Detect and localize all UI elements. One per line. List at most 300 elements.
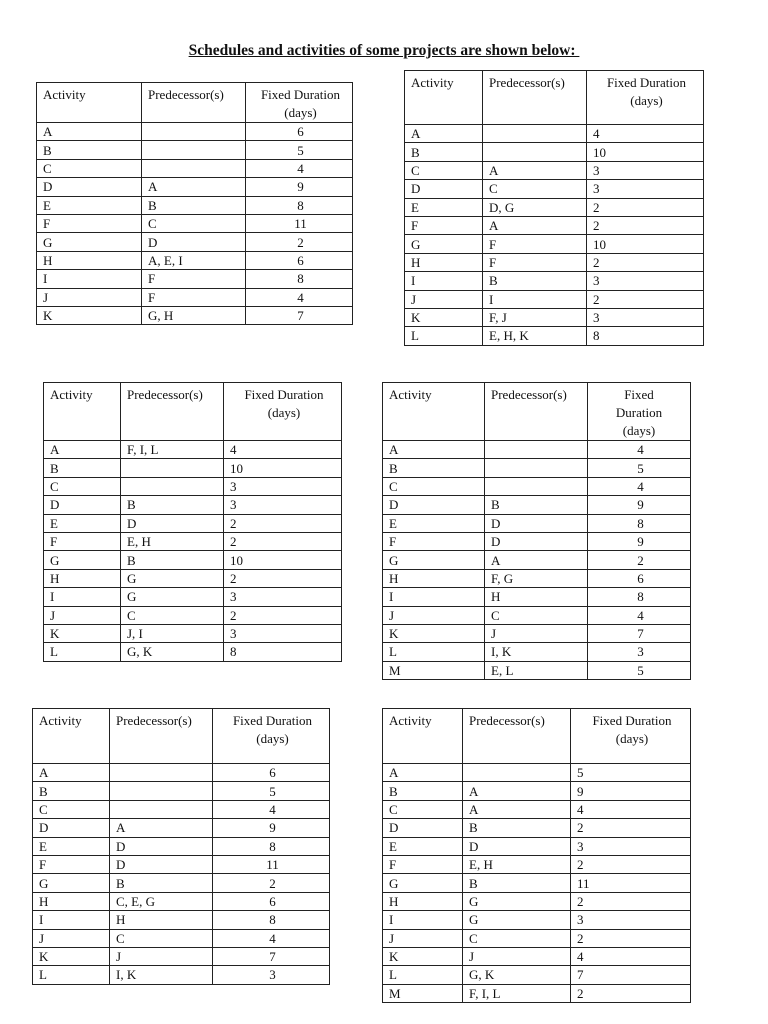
activity-cell: D: [37, 178, 142, 196]
predecessor-cell: [483, 125, 587, 143]
activity-cell: K: [405, 308, 483, 326]
duration-cell: 11: [246, 214, 353, 232]
duration-cell: 8: [246, 270, 353, 288]
table-row: [37, 288, 353, 306]
activity-cell: E: [33, 837, 110, 855]
activity-header: Activity: [405, 71, 483, 125]
predecessor-cell: J: [463, 947, 571, 965]
schedule-table-1: [36, 82, 353, 325]
activity-cell: C: [44, 477, 121, 495]
table-row: [33, 892, 330, 910]
activity-cell: C: [383, 477, 485, 495]
activity-cell: H: [383, 569, 485, 587]
duration-cell: 6: [246, 123, 353, 141]
predecessor-cell: D, G: [483, 198, 587, 216]
predecessor-header: Predecessor(s): [110, 709, 213, 764]
activity-cell: F: [383, 855, 463, 873]
predecessor-cell: [110, 764, 213, 782]
predecessor-header: Predecessor(s): [142, 83, 246, 123]
predecessor-cell: C: [485, 606, 588, 624]
table-row: [383, 800, 691, 818]
table-row: [33, 819, 330, 837]
activity-cell: J: [383, 929, 463, 947]
duration-cell: 5: [588, 661, 691, 679]
predecessor-cell: D: [485, 532, 588, 550]
table-row: [405, 125, 704, 143]
schedule-table-4: [382, 382, 691, 680]
duration-cell: 2: [571, 984, 691, 1002]
predecessor-cell: B: [463, 819, 571, 837]
activity-cell: A: [383, 764, 463, 782]
activity-cell: J: [37, 288, 142, 306]
duration-cell: 11: [571, 874, 691, 892]
predecessor-cell: E, L: [485, 661, 588, 679]
predecessor-cell: D: [463, 837, 571, 855]
predecessor-cell: F, J: [483, 308, 587, 326]
table-row: [33, 966, 330, 984]
duration-cell: 8: [213, 911, 330, 929]
duration-cell: 3: [224, 496, 342, 514]
predecessor-cell: G: [463, 911, 571, 929]
header-row: [405, 71, 704, 125]
predecessor-cell: I, K: [485, 643, 588, 661]
duration-cell: 8: [213, 837, 330, 855]
duration-cell: 2: [224, 514, 342, 532]
table-row: [44, 588, 342, 606]
table-row: [383, 892, 691, 910]
activity-cell: J: [33, 929, 110, 947]
table-row: [405, 180, 704, 198]
activity-cell: H: [405, 253, 483, 271]
table-row: [383, 855, 691, 873]
duration-cell: 2: [224, 569, 342, 587]
activity-cell: E: [44, 514, 121, 532]
activity-cell: I: [383, 588, 485, 606]
table-row: [33, 782, 330, 800]
predecessor-cell: F: [142, 288, 246, 306]
duration-cell: 9: [588, 496, 691, 514]
duration-cell: 3: [571, 837, 691, 855]
table-row: [383, 551, 691, 569]
predecessor-cell: B: [485, 496, 588, 514]
activity-cell: L: [383, 966, 463, 984]
predecessor-cell: F: [142, 270, 246, 288]
duration-cell: 2: [571, 855, 691, 873]
activity-cell: F: [44, 532, 121, 550]
duration-cell: 9: [571, 782, 691, 800]
predecessor-cell: E, H: [121, 532, 224, 550]
activity-cell: E: [383, 514, 485, 532]
table-row: [37, 178, 353, 196]
activity-cell: L: [405, 327, 483, 345]
predecessor-cell: G: [463, 892, 571, 910]
activity-cell: K: [37, 306, 142, 324]
duration-cell: 4: [588, 477, 691, 495]
duration-cell: 9: [213, 819, 330, 837]
duration-cell: 3: [588, 643, 691, 661]
activity-cell: H: [383, 892, 463, 910]
activity-cell: C: [383, 800, 463, 818]
duration-cell: 4: [246, 159, 353, 177]
table-row: [383, 819, 691, 837]
table-row: [33, 800, 330, 818]
table-row: [383, 661, 691, 679]
header-row: [383, 709, 691, 764]
duration-cell: 2: [213, 874, 330, 892]
predecessor-cell: G, K: [121, 643, 224, 661]
duration-cell: 10: [587, 143, 704, 161]
predecessor-cell: [463, 764, 571, 782]
predecessor-header: Predecessor(s): [483, 71, 587, 125]
activity-header: Activity: [383, 383, 485, 441]
predecessor-cell: A: [463, 800, 571, 818]
duration-cell: 2: [588, 551, 691, 569]
table-row: [44, 477, 342, 495]
activity-cell: B: [405, 143, 483, 161]
table-row: [44, 441, 342, 459]
table-row: [383, 782, 691, 800]
activity-cell: J: [405, 290, 483, 308]
duration-cell: 4: [587, 125, 704, 143]
duration-cell: 3: [213, 966, 330, 984]
activity-header: Activity: [44, 383, 121, 441]
activity-header: Activity: [383, 709, 463, 764]
duration-cell: 3: [587, 180, 704, 198]
predecessor-cell: A: [483, 216, 587, 234]
predecessor-cell: D: [485, 514, 588, 532]
table-row: [37, 159, 353, 177]
table-row: [44, 514, 342, 532]
duration-cell: 7: [213, 947, 330, 965]
header-row: [37, 83, 353, 123]
activity-cell: I: [33, 911, 110, 929]
activity-cell: B: [33, 782, 110, 800]
activity-cell: L: [383, 643, 485, 661]
predecessor-cell: D: [142, 233, 246, 251]
table-row: [405, 290, 704, 308]
table-row: [37, 270, 353, 288]
duration-cell: 5: [213, 782, 330, 800]
predecessor-cell: C: [142, 214, 246, 232]
duration-cell: 7: [588, 624, 691, 642]
predecessor-cell: C: [483, 180, 587, 198]
table-row: [37, 233, 353, 251]
predecessor-cell: [485, 441, 588, 459]
activity-cell: E: [37, 196, 142, 214]
schedule-table-5: [32, 708, 330, 985]
predecessor-cell: H: [485, 588, 588, 606]
table-row: [405, 253, 704, 271]
predecessor-cell: E, H: [463, 855, 571, 873]
predecessor-cell: A: [485, 551, 588, 569]
table-row: [383, 764, 691, 782]
table-row: [44, 459, 342, 477]
activity-cell: K: [383, 624, 485, 642]
duration-header: Fixed Duration (days): [588, 383, 691, 441]
duration-cell: 2: [224, 532, 342, 550]
duration-cell: 4: [588, 606, 691, 624]
activity-cell: I: [44, 588, 121, 606]
duration-cell: 4: [224, 441, 342, 459]
duration-cell: 8: [587, 327, 704, 345]
duration-cell: 9: [588, 532, 691, 550]
activity-cell: A: [44, 441, 121, 459]
activity-cell: I: [37, 270, 142, 288]
predecessor-header: Predecessor(s): [463, 709, 571, 764]
table-row: [405, 235, 704, 253]
table-row: [383, 588, 691, 606]
table-row: [405, 198, 704, 216]
activity-header: Activity: [37, 83, 142, 123]
predecessor-cell: D: [110, 855, 213, 873]
table-row: [383, 459, 691, 477]
predecessor-cell: [121, 459, 224, 477]
activity-cell: B: [383, 782, 463, 800]
predecessor-cell: I: [483, 290, 587, 308]
duration-header: Fixed Duration (days): [587, 71, 704, 125]
table-row: [44, 496, 342, 514]
predecessor-cell: F, G: [485, 569, 588, 587]
activity-cell: I: [405, 272, 483, 290]
predecessor-cell: D: [110, 837, 213, 855]
duration-cell: 8: [224, 643, 342, 661]
predecessor-cell: C: [463, 929, 571, 947]
predecessor-header: Predecessor(s): [485, 383, 588, 441]
activity-cell: K: [44, 624, 121, 642]
activity-cell: D: [44, 496, 121, 514]
duration-cell: 11: [213, 855, 330, 873]
duration-cell: 2: [587, 253, 704, 271]
duration-cell: 6: [213, 892, 330, 910]
table-row: [383, 984, 691, 1002]
predecessor-cell: A: [142, 178, 246, 196]
table-row: [37, 196, 353, 214]
table-row: [383, 643, 691, 661]
predecessor-cell: F: [483, 235, 587, 253]
duration-header: Fixed Duration (days): [246, 83, 353, 123]
duration-cell: 10: [224, 551, 342, 569]
table-row: [44, 551, 342, 569]
duration-cell: 4: [213, 929, 330, 947]
duration-cell: 4: [571, 800, 691, 818]
activity-cell: B: [383, 459, 485, 477]
table-row: [383, 606, 691, 624]
duration-cell: 2: [587, 216, 704, 234]
duration-cell: 2: [224, 606, 342, 624]
activity-cell: H: [33, 892, 110, 910]
duration-cell: 6: [213, 764, 330, 782]
predecessor-header: Predecessor(s): [121, 383, 224, 441]
activity-cell: B: [44, 459, 121, 477]
activity-cell: L: [33, 966, 110, 984]
activity-cell: F: [37, 214, 142, 232]
predecessor-cell: B: [142, 196, 246, 214]
duration-cell: 10: [224, 459, 342, 477]
predecessor-cell: [121, 477, 224, 495]
table-row: [37, 251, 353, 269]
table-row: [44, 606, 342, 624]
table-row: [383, 477, 691, 495]
table-row: [405, 308, 704, 326]
table-row: [33, 874, 330, 892]
duration-cell: 8: [588, 514, 691, 532]
table-row: [37, 123, 353, 141]
table-row: [383, 874, 691, 892]
activity-cell: K: [33, 947, 110, 965]
predecessor-cell: B: [463, 874, 571, 892]
table-row: [405, 161, 704, 179]
duration-cell: 6: [588, 569, 691, 587]
activity-cell: A: [37, 123, 142, 141]
header-row: [33, 709, 330, 764]
table-row: [33, 837, 330, 855]
activity-cell: J: [383, 606, 485, 624]
activity-cell: H: [44, 569, 121, 587]
activity-cell: C: [37, 159, 142, 177]
duration-cell: 5: [246, 141, 353, 159]
predecessor-cell: B: [110, 874, 213, 892]
duration-cell: 2: [571, 892, 691, 910]
table-row: [44, 532, 342, 550]
duration-cell: 2: [571, 819, 691, 837]
duration-header: Fixed Duration (days): [571, 709, 691, 764]
duration-cell: 3: [224, 588, 342, 606]
table-row: [405, 216, 704, 234]
table-row: [33, 911, 330, 929]
predecessor-cell: D: [121, 514, 224, 532]
duration-cell: 2: [587, 198, 704, 216]
predecessor-cell: E, H, K: [483, 327, 587, 345]
table-row: [33, 855, 330, 873]
duration-header: Fixed Duration (days): [224, 383, 342, 441]
predecessor-cell: B: [483, 272, 587, 290]
table-row: [383, 532, 691, 550]
activity-cell: G: [33, 874, 110, 892]
predecessor-cell: C: [121, 606, 224, 624]
activity-cell: A: [383, 441, 485, 459]
table-row: [383, 569, 691, 587]
duration-cell: 2: [571, 929, 691, 947]
predecessor-cell: G, H: [142, 306, 246, 324]
table-row: [37, 141, 353, 159]
table-row: [383, 837, 691, 855]
activity-cell: J: [44, 606, 121, 624]
activity-cell: G: [383, 551, 485, 569]
predecessor-cell: A: [483, 161, 587, 179]
duration-cell: 4: [213, 800, 330, 818]
duration-cell: 2: [246, 233, 353, 251]
duration-cell: 4: [588, 441, 691, 459]
predecessor-cell: I, K: [110, 966, 213, 984]
activity-cell: D: [383, 496, 485, 514]
predecessor-cell: [142, 159, 246, 177]
activity-cell: H: [37, 251, 142, 269]
activity-cell: M: [383, 661, 485, 679]
duration-header: Fixed Duration (days): [213, 709, 330, 764]
predecessor-cell: G: [121, 569, 224, 587]
activity-cell: A: [405, 125, 483, 143]
duration-cell: 5: [571, 764, 691, 782]
header-row: [383, 383, 691, 441]
activity-cell: G: [44, 551, 121, 569]
predecessor-cell: [110, 800, 213, 818]
table-row: [405, 272, 704, 290]
duration-cell: 8: [246, 196, 353, 214]
table-row: [383, 441, 691, 459]
predecessor-cell: G: [121, 588, 224, 606]
duration-cell: 3: [587, 308, 704, 326]
predecessor-cell: B: [121, 551, 224, 569]
duration-cell: 4: [246, 288, 353, 306]
activity-cell: F: [33, 855, 110, 873]
predecessor-cell: A, E, I: [142, 251, 246, 269]
activity-cell: G: [37, 233, 142, 251]
header-row: [44, 383, 342, 441]
predecessor-cell: J: [110, 947, 213, 965]
table-row: [383, 911, 691, 929]
table-row: [383, 496, 691, 514]
duration-cell: 4: [571, 947, 691, 965]
table-row: [44, 569, 342, 587]
activity-cell: I: [383, 911, 463, 929]
activity-cell: G: [405, 235, 483, 253]
duration-cell: 3: [571, 911, 691, 929]
predecessor-cell: A: [110, 819, 213, 837]
table-row: [383, 514, 691, 532]
predecessor-cell: B: [121, 496, 224, 514]
activity-cell: E: [405, 198, 483, 216]
table-row: [44, 624, 342, 642]
duration-cell: 6: [246, 251, 353, 269]
activity-cell: K: [383, 947, 463, 965]
predecessor-cell: [483, 143, 587, 161]
duration-cell: 7: [571, 966, 691, 984]
duration-cell: 9: [246, 178, 353, 196]
duration-cell: 7: [246, 306, 353, 324]
predecessor-cell: [485, 459, 588, 477]
table-row: [383, 947, 691, 965]
predecessor-cell: F: [483, 253, 587, 271]
activity-cell: C: [405, 161, 483, 179]
duration-cell: 8: [588, 588, 691, 606]
duration-cell: 3: [224, 477, 342, 495]
table-row: [33, 929, 330, 947]
table-row: [33, 947, 330, 965]
activity-cell: D: [405, 180, 483, 198]
duration-cell: 5: [588, 459, 691, 477]
activity-cell: L: [44, 643, 121, 661]
activity-cell: G: [383, 874, 463, 892]
activity-cell: C: [33, 800, 110, 818]
activity-cell: F: [405, 216, 483, 234]
duration-cell: 3: [587, 272, 704, 290]
page-title: Schedules and activities of some projects are shown below:: [188, 42, 580, 59]
predecessor-cell: A: [463, 782, 571, 800]
activity-header: Activity: [33, 709, 110, 764]
table-row: [33, 764, 330, 782]
duration-cell: 2: [587, 290, 704, 308]
duration-cell: 3: [224, 624, 342, 642]
activity-cell: B: [37, 141, 142, 159]
predecessor-cell: H: [110, 911, 213, 929]
table-row: [37, 214, 353, 232]
predecessor-cell: F, I, L: [463, 984, 571, 1002]
predecessor-cell: J: [485, 624, 588, 642]
predecessor-cell: [485, 477, 588, 495]
predecessor-cell: F, I, L: [121, 441, 224, 459]
predecessor-cell: [142, 123, 246, 141]
table-row: [383, 966, 691, 984]
